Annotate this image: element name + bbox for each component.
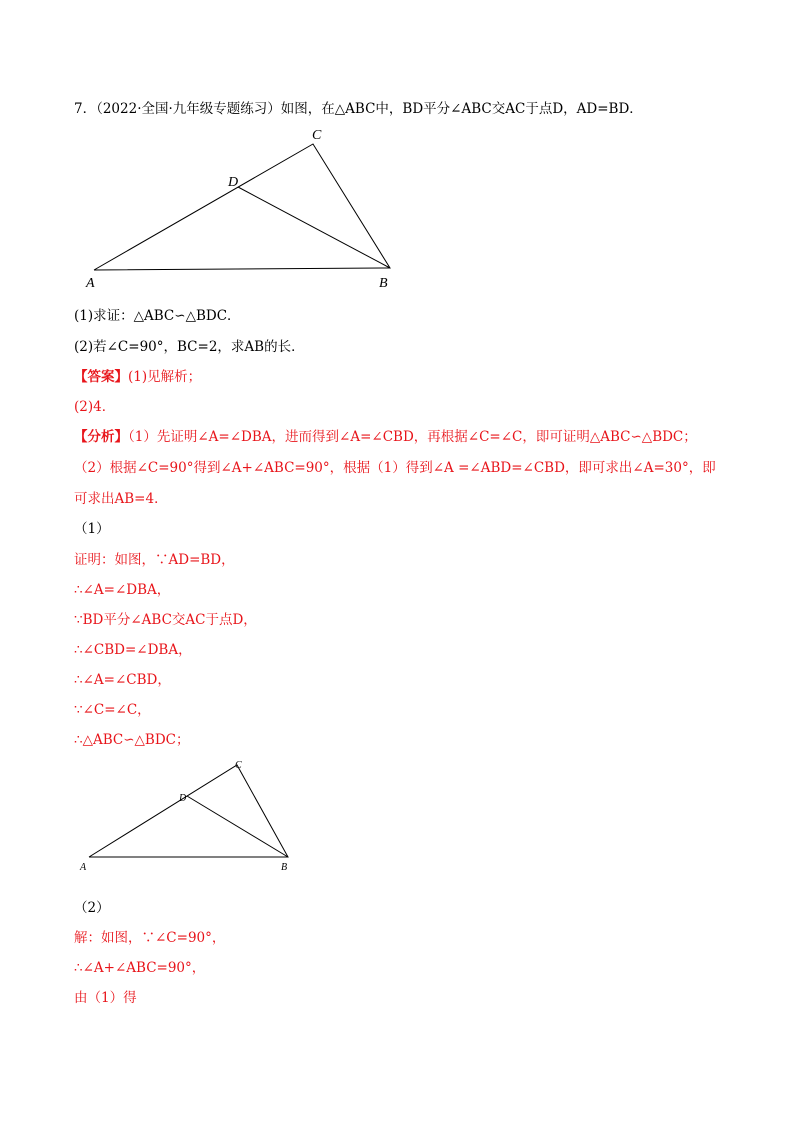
solution1-step: ∴∠A=∠CBD， [74,672,171,688]
figure2-label-d: D [179,793,187,804]
figure1-label-d: D [228,175,239,190]
solution1-heading: （1） [74,521,110,537]
solution1-step: ∴△ABC∽△BDC； [74,732,190,748]
solution1-step: 证明：如图，∵AD=BD， [74,552,235,568]
question-source: （2022·全国·九年级专题练习） [96,101,281,117]
analysis-line3: 可求出AB=4． [74,491,168,507]
solution1-step: ∴∠CBD=∠DBA， [74,642,192,658]
answer-line1 [74,368,201,386]
solution2-step: 由（1）得 [74,990,137,1006]
question-part1: (1)求证：△ABC∽△BDC． [74,308,241,324]
analysis-line1 [74,428,697,446]
triangle-figure-2 [76,755,298,875]
figure2-triangle [89,765,288,857]
analysis-label: 【分析】 [74,429,128,445]
solution2-step: ∴∠A+∠ABC=90°， [74,960,206,976]
figure2-label-c: C [235,760,242,771]
figure2-segment-bd [187,796,288,857]
solution2-heading: （2） [74,900,110,916]
answer-label: 【答案】 [74,369,128,385]
figure2-label-b: B [281,862,288,873]
solution1-step: ∵∠C=∠C， [74,702,151,718]
answer-part1: (1)见解析； [128,369,202,385]
figure2-label-a: A [80,862,87,873]
figure1-label-c: C [312,128,322,143]
figure1-label-b: B [379,276,388,291]
answer-line2: (2)4． [74,399,116,415]
figure1-segment-bd [238,187,390,268]
question-number: 7． [74,101,97,117]
figure1-label-a: A [86,276,95,291]
analysis-text1: （1）先证明∠A=∠DBA，进而得到∠A=∠CBD，再根据∠C=∠C，即可证明△ABC∽△BDC； [128,429,697,445]
solution1-step: ∴∠A=∠DBA， [74,582,171,598]
question-stem: 如图，在△ABC中，BD平分∠ABC交AC于点D，AD=BD． [280,101,643,117]
question-part2: (2)若∠C=90°，BC=2，求AB的长． [74,339,305,355]
triangle-figure-1 [80,125,400,295]
solution1-step: ∵BD平分∠ABC交AC于点D， [74,612,257,628]
analysis-line2: （2）根据∠C=90°得到∠A+∠ABC=90°，根据（1）得到∠A =∠ABD=∠CBD，即可求出∠A=30°，即 [74,460,716,476]
question-line [74,100,643,118]
figure1-triangle [94,144,390,270]
solution2-step: 解：如图，∵∠C=90°， [74,930,226,946]
